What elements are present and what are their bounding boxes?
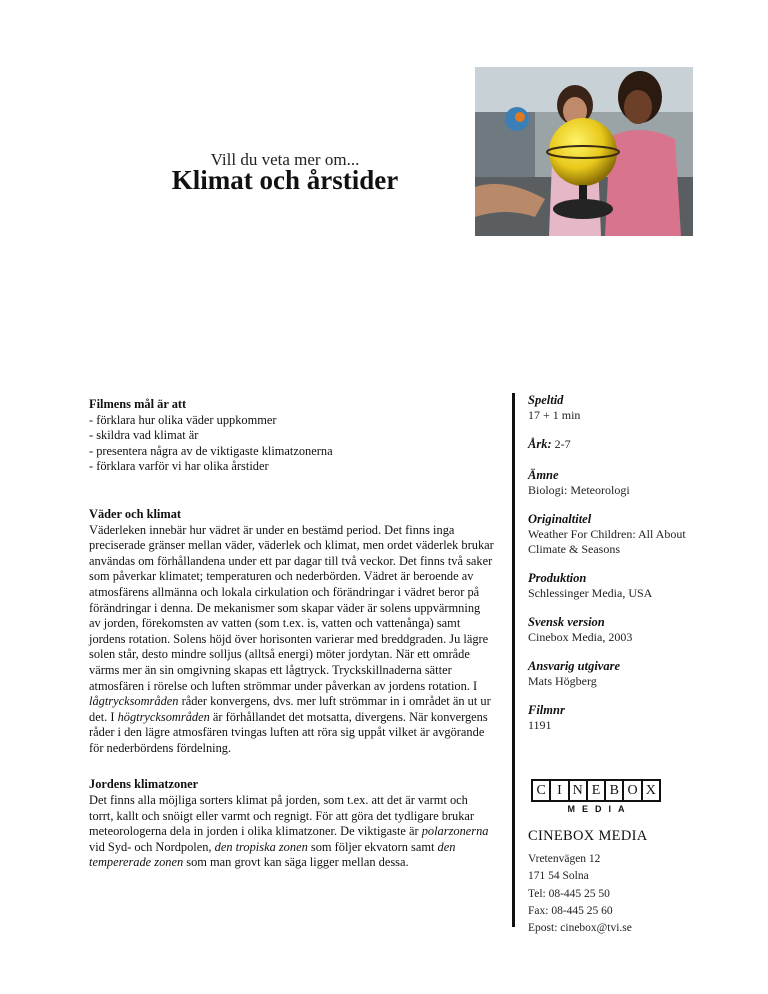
originaltitel-label: Originaltitel bbox=[528, 512, 592, 526]
film-info-sidebar bbox=[528, 393, 728, 747]
zones-term-temperate: den tempererade zonen bbox=[89, 839, 456, 870]
ansvarig-utgivare-value: Mats Högberg bbox=[528, 674, 597, 688]
logo-letter: E bbox=[588, 781, 606, 800]
zones-text-4: som man grovt kan säga ligger mellan dessa. bbox=[183, 855, 409, 870]
zones-text-2: vid Syd- och Nordpolen, bbox=[89, 839, 215, 854]
amne-value: Biologi: Meteorologi bbox=[528, 483, 630, 497]
logo-letter: C bbox=[533, 781, 551, 800]
weather-term-high: högtrycksområden bbox=[117, 709, 210, 724]
logo-media-text: MEDIA bbox=[567, 804, 632, 814]
contact-info bbox=[528, 851, 728, 937]
zones-heading: Jordens klimatzoner bbox=[89, 777, 199, 792]
contact-fax: Fax: 08-445 25 60 bbox=[528, 904, 613, 917]
sidebar-divider bbox=[512, 393, 515, 927]
weather-heading: Väder och klimat bbox=[89, 506, 182, 521]
goals-heading: Filmens mål är att bbox=[89, 397, 187, 411]
speltid-label: Speltid bbox=[528, 393, 564, 407]
ark-value: 2-7 bbox=[551, 437, 571, 451]
ansvarig-utgivare-label: Ansvarig utgivare bbox=[528, 659, 621, 673]
weather-term-low: lågtrycksområden bbox=[89, 694, 179, 709]
weather-paragraph bbox=[89, 523, 494, 757]
cinebox-logo bbox=[531, 779, 661, 814]
svensk-version-value: Cinebox Media, 2003 bbox=[528, 630, 633, 644]
goal-item: - förklara varför vi har olika årstider bbox=[89, 459, 269, 474]
page-subtitle: Vill du veta mer om... bbox=[210, 150, 360, 169]
originaltitel-value: Weather For Children: All About Climate & Seasons bbox=[528, 527, 686, 556]
zones-text-1: Det finns alla möjliga sorters klimat på jorden, som t.ex. att det är varmt och torrt, kallt och snöigt eller varmt och regnigt. För att göra det tydligare brukar meteorologerna dela in jorden i olika klimatzoner. De viktigaste är bbox=[89, 793, 475, 839]
zones-text-3: som följer ekvatorn samt bbox=[307, 839, 438, 854]
produktion-label: Produktion bbox=[528, 571, 587, 585]
logo-letter: B bbox=[606, 781, 624, 800]
zones-paragraph bbox=[89, 793, 494, 871]
contact-street: Vretenvägen 12 bbox=[528, 853, 601, 865]
contact-email: Epost: cinebox@tvi.se bbox=[528, 922, 632, 935]
logo-letter: I bbox=[551, 781, 569, 800]
goal-item: - presentera några av de viktigaste klimatzonerna bbox=[89, 443, 333, 458]
logo-letter: N bbox=[570, 781, 588, 800]
weather-text-3: är förhållandet det motsatta, divergens. När konvergens råder i den lägre atmosfären tvingas luften att röra sig uppåt vilket är avgörande för nederbördens fördelning. bbox=[89, 709, 488, 755]
logo-letter: O bbox=[624, 781, 642, 800]
goal-item: - förklara hur olika väder uppkommer bbox=[89, 412, 277, 427]
contact-tel: Tel: 08-445 25 50 bbox=[528, 887, 610, 900]
logo-letter: X bbox=[645, 783, 656, 798]
svensk-version-label: Svensk version bbox=[528, 615, 605, 629]
goal-item: - skildra vad klimat är bbox=[89, 428, 199, 443]
filmnr-value: 1191 bbox=[528, 718, 552, 732]
produktion-value: Schlessinger Media, USA bbox=[528, 586, 653, 600]
weather-text-1: Väderleken innebär hur vädret är under en bestämd period. Det finns inga preciserade gränser mellan väder, väderlek och klimat, men ordet väderlek brukar användas om förhållandena under ett par dagar till två veckor. Det finns två saker som påverkar klimatet; temperaturen och nederbörden. Vädret är beroende av atmosfärens allmänna och lokala cirkulation och förändringar i vädret beror på förändringar i denna. De mekanismer som skapar väder är solens uppvärmning av jorden, förekomsten av vatten (som t.ex. is, vatten och vattenånga) samt jordens rotation. Solens höjd över horisonten varierar med breddgraden. Ju lägre solen står, desto mindre solljus (alltså energi) möter jordytan. När ett område värms mer än sin omgivning skapas ett lågtryck. Tryckskillnaderna sätter atmosfären i rörelse och luften strömmar under påverkan av jordens rotation. I bbox=[89, 522, 494, 693]
classroom-globe-photo bbox=[475, 67, 693, 236]
zones-term-polar: polarzonerna bbox=[421, 824, 489, 839]
page-title: Klimat och årstider bbox=[171, 165, 399, 195]
zones-term-tropical: den tropiska zonen bbox=[214, 839, 308, 854]
filmnr-label: Filmnr bbox=[528, 703, 565, 717]
speltid-value: 17 + 1 min bbox=[528, 408, 581, 422]
goals-list bbox=[89, 413, 494, 475]
company-name: CINEBOX MEDIA bbox=[528, 828, 648, 844]
amne-label: Ämne bbox=[528, 468, 559, 482]
weather-text-2: råder konvergens, dvs. mer luft strömmar in i området än ut ur det. I bbox=[89, 694, 491, 724]
ark-label: Årk: bbox=[528, 437, 552, 451]
contact-city: 171 54 Solna bbox=[528, 870, 589, 883]
